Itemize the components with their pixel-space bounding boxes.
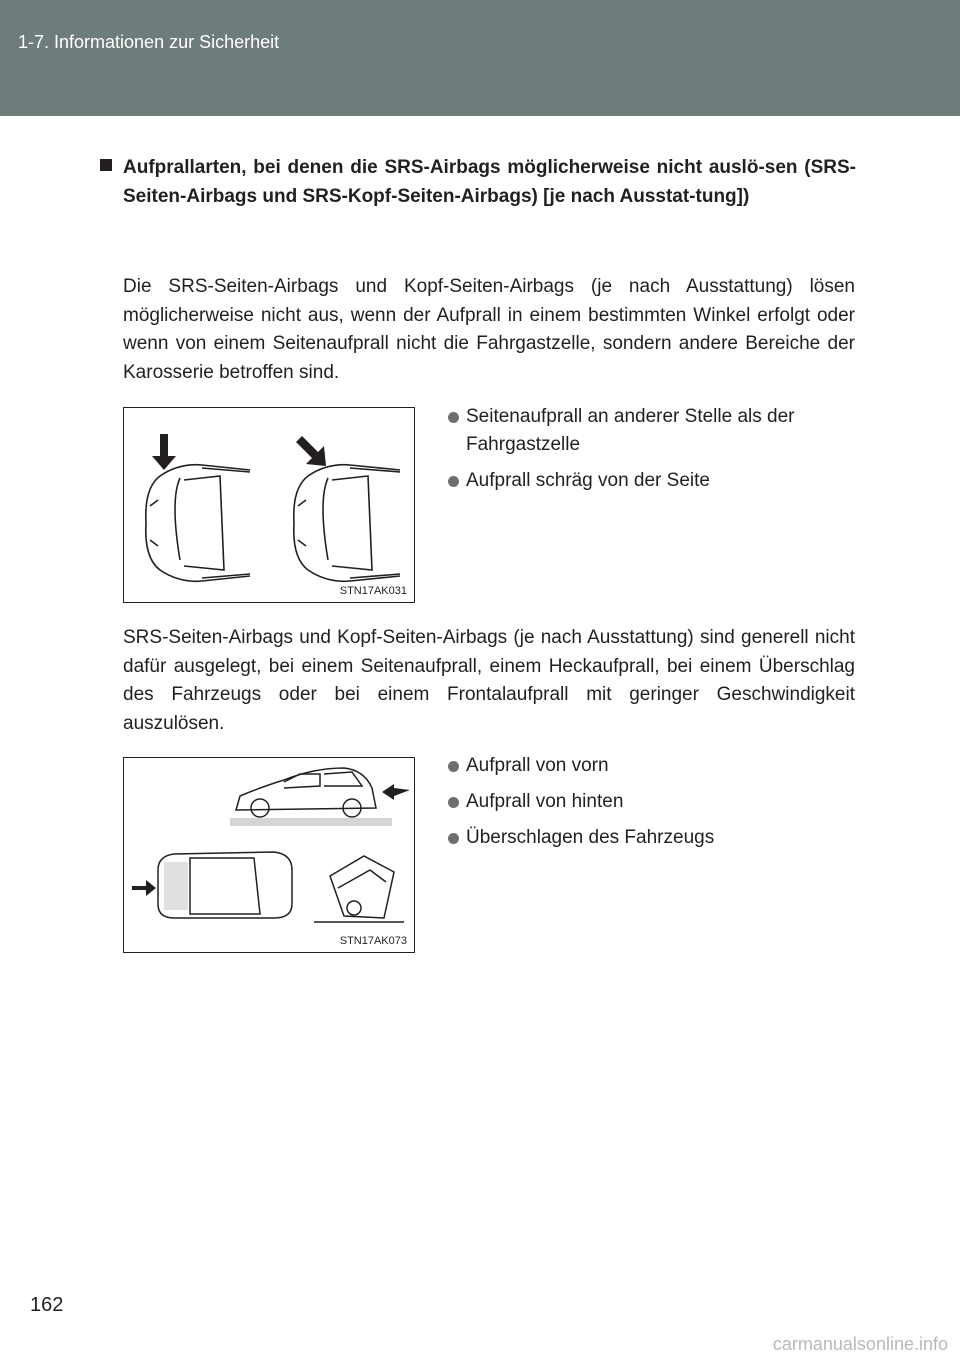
list-item: Aufprall von vorn — [437, 752, 857, 780]
section-title: 1-7. Informationen zur Sicherheit — [18, 32, 280, 52]
figure-side-impact — [123, 407, 415, 603]
subsection-heading — [100, 153, 856, 211]
bullet-dot-icon — [448, 797, 459, 808]
paragraph-2: SRS-Seiten-Airbags und Kopf-Seiten-Airbags (je nach Ausstattung) sind generell nicht dafür ausgelegt, bei einem Seitenaufprall, einem Heckaufprall, bei einem Überschlag des Fahrzeugs oder bei einem Frontalaufprall mit geringer Geschwindigkeit auszulösen. — [123, 627, 855, 734]
bullet-dot-icon — [448, 833, 459, 844]
bullet-list-1 — [437, 403, 857, 503]
list-item: Aufprall schräg von der Seite — [437, 467, 857, 495]
bullet-dot-icon — [448, 476, 459, 487]
bullet-dot-icon — [448, 761, 459, 772]
paragraph-1: Die SRS-Seiten-Airbags und Kopf-Seiten-Airbags (je nach Ausstattung) lösen möglicherweise nicht aus, wenn der Aufprall in einem bestimmten Winkel erfolgt oder wenn von einem Seitenaufprall nicht die Fahrgastzelle, sondern andere Bereiche der Karosserie betroffen sind. — [123, 276, 855, 383]
figure-other-impacts — [123, 757, 415, 953]
figure-code: STN17AK031 — [339, 585, 407, 597]
side-impact-illustration — [124, 408, 414, 602]
page-header — [0, 0, 960, 116]
list-item: Aufprall von hinten — [437, 788, 857, 816]
square-bullet-icon — [100, 159, 112, 171]
bullet-list-2 — [437, 752, 857, 860]
list-item: Seitenaufprall an anderer Stelle als der Fahrgastzelle — [437, 403, 857, 459]
other-impacts-illustration — [124, 758, 414, 952]
figure-code: STN17AK073 — [339, 935, 407, 947]
watermark: carmanualsonline.info — [772, 1334, 948, 1354]
heading-text: Aufprallarten, bei denen die SRS-Airbags möglicherweise nicht auslö-sen (SRS-Seiten-Airbags und SRS-Kopf-Seiten-Airbags) [je nach Ausstat-tung]) — [123, 157, 856, 207]
bullet-dot-icon — [448, 412, 459, 423]
page-number: 162 — [30, 1294, 64, 1316]
list-item: Überschlagen des Fahrzeugs — [437, 824, 857, 852]
